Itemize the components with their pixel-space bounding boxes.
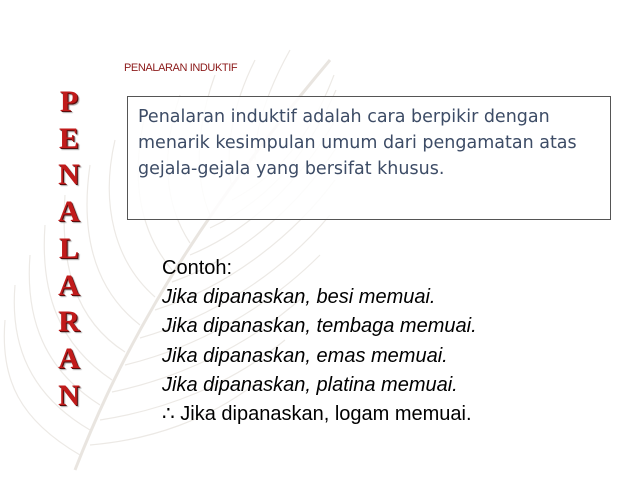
conclusion-text: Jika dipanaskan, logam memuai. — [180, 403, 472, 426]
slide-title: PENALARAN INDUKTIF — [124, 62, 238, 74]
vertical-letter: A — [58, 195, 80, 229]
vertical-letter: A — [58, 268, 80, 302]
vertical-letter: R — [58, 305, 80, 339]
vertical-letter: P — [59, 85, 79, 118]
example-premise: Jika dipanaskan, emas memuai. — [162, 344, 448, 367]
example-premise: Jika dipanaskan, tembaga memuai. — [162, 315, 477, 338]
example-block — [162, 254, 477, 429]
example-heading: Contoh: — [162, 257, 233, 279]
example-premise: Jika dipanaskan, besi memuai. — [162, 286, 436, 309]
therefore-symbol: ∴ — [162, 403, 175, 426]
definition-box — [127, 96, 611, 220]
vertical-word-penalaran — [54, 84, 84, 414]
definition-text: Penalaran induktif adalah cara berpikir dengan menarik kesimpulan umum dari pengamatan atas gejala-gejala yang bersifat khusus. — [138, 107, 577, 179]
vertical-letter: E — [58, 121, 79, 155]
vertical-letter: L — [58, 231, 79, 265]
vertical-letter: N — [58, 158, 80, 192]
example-conclusion — [162, 400, 477, 429]
example-premise: Jika dipanaskan, platina memuai. — [162, 373, 458, 396]
vertical-letter: A — [58, 341, 80, 375]
vertical-letter: N — [58, 378, 80, 412]
